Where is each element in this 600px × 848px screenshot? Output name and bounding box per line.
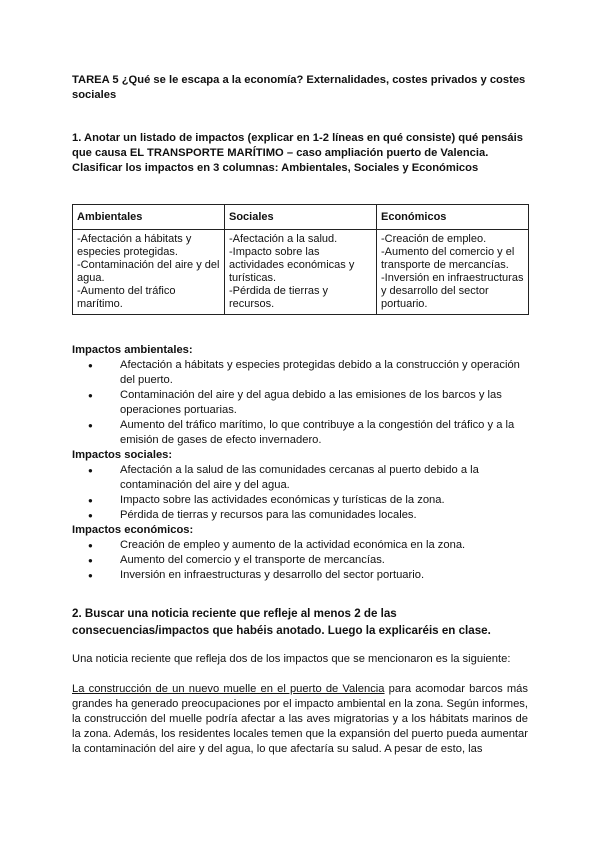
cell-sociales — [225, 230, 377, 315]
impacts-table — [72, 204, 529, 315]
impacts-list — [72, 343, 528, 583]
news-text: para acomodar barcos más grandes ha generado preocupaciones por el impacto ambiental en la zona. Según informes, la construcción del muelle podría afectar a las aves migratorias y a los hábitats marinos de la zona. Además, los residentes locales temen que la expansión del puerto pueda aumentar la contaminación del aire y del agua, lo que afectaría su salud. A pesar de esto, las — [72, 683, 528, 755]
section-heading: Impactos sociales: — [72, 449, 173, 461]
document-title: TAREA 5 ¿Qué se le escapa a la economía? Externalidades, costes privados y costes sociales — [72, 74, 526, 101]
section-heading: Impactos económicos: — [72, 524, 194, 536]
section-heading: Impactos ambientales: — [72, 344, 193, 356]
cell-line: -Pérdida de tierras y recursos. — [229, 285, 329, 310]
list-item: ● Inversión en infraestructuras y desarrollo del sector portuario. — [120, 568, 528, 583]
table-header-row — [73, 205, 529, 230]
list-item: ● Impacto sobre las actividades económicas y turísticas de la zona. — [120, 493, 528, 508]
cell-line: -Inversión en infraestructuras y desarrollo del sector portuario. — [381, 272, 524, 310]
list-item: ● Contaminación del aire y del agua debido a las emisiones de los barcos y las operaciones portuarias. — [120, 388, 528, 418]
cell-line: -Aumento del tráfico marítimo. — [77, 285, 176, 310]
bullet-list — [72, 538, 528, 583]
cell-ambientales — [73, 230, 225, 315]
list-item: ● Aumento del comercio y el transporte de mercancías. — [120, 553, 528, 568]
header-ambientales: Ambientales — [73, 205, 225, 230]
bullet-list — [72, 358, 528, 448]
list-item: ● Afectación a hábitats y especies protegidas debido a la construcción y operación del puerto. — [120, 358, 528, 388]
news-link[interactable]: La construcción de un nuevo muelle en el puerto de Valencia — [72, 683, 385, 695]
cell-line: -Afectación a la salud. — [229, 233, 338, 245]
table-row — [73, 230, 529, 315]
bullet-list — [72, 463, 528, 523]
question-2: 2. Buscar una noticia reciente que refleje al menos 2 de las consecuencias/impactos que habéis anotado. Luego la explicaréis en clase. — [72, 607, 491, 637]
list-item: ● Aumento del tráfico marítimo, lo que contribuye a la congestión del tráfico y a la emisión de gases de efecto invernadero. — [120, 418, 528, 448]
list-item: ● Pérdida de tierras y recursos para las comunidades locales. — [120, 508, 528, 523]
intro-paragraph: Una noticia reciente que refleja dos de los impactos que se mencionaron es la siguiente: — [72, 653, 511, 665]
cell-line: -Impacto sobre las actividades económicas y turísticas. — [229, 246, 355, 284]
list-item: ● Afectación a la salud de las comunidades cercanas al puerto debido a la contaminación del aire y del agua. — [120, 463, 528, 493]
cell-line: -Contaminación del aire y del agua. — [77, 259, 220, 284]
header-economicos: Económicos — [377, 205, 529, 230]
question-1: 1. Anotar un listado de impactos (explicar en 1-2 líneas en qué consiste) qué pensáis que causa EL TRANSPORTE MARÍTIMO – caso ampliación puerto de Valencia. Clasificar los impactos en 3 columnas: Ambientales, Sociales y Económicos — [72, 132, 523, 174]
cell-line: -Afectación a hábitats y especies protegidas. — [77, 233, 192, 258]
cell-line: -Aumento del comercio y el transporte de mercancías. — [381, 246, 515, 271]
header-sociales: Sociales — [225, 205, 377, 230]
list-item: ● Creación de empleo y aumento de la actividad económica en la zona. — [120, 538, 528, 553]
cell-economicos — [377, 230, 529, 315]
cell-line: -Creación de empleo. — [381, 233, 487, 245]
news-paragraph — [72, 682, 528, 757]
